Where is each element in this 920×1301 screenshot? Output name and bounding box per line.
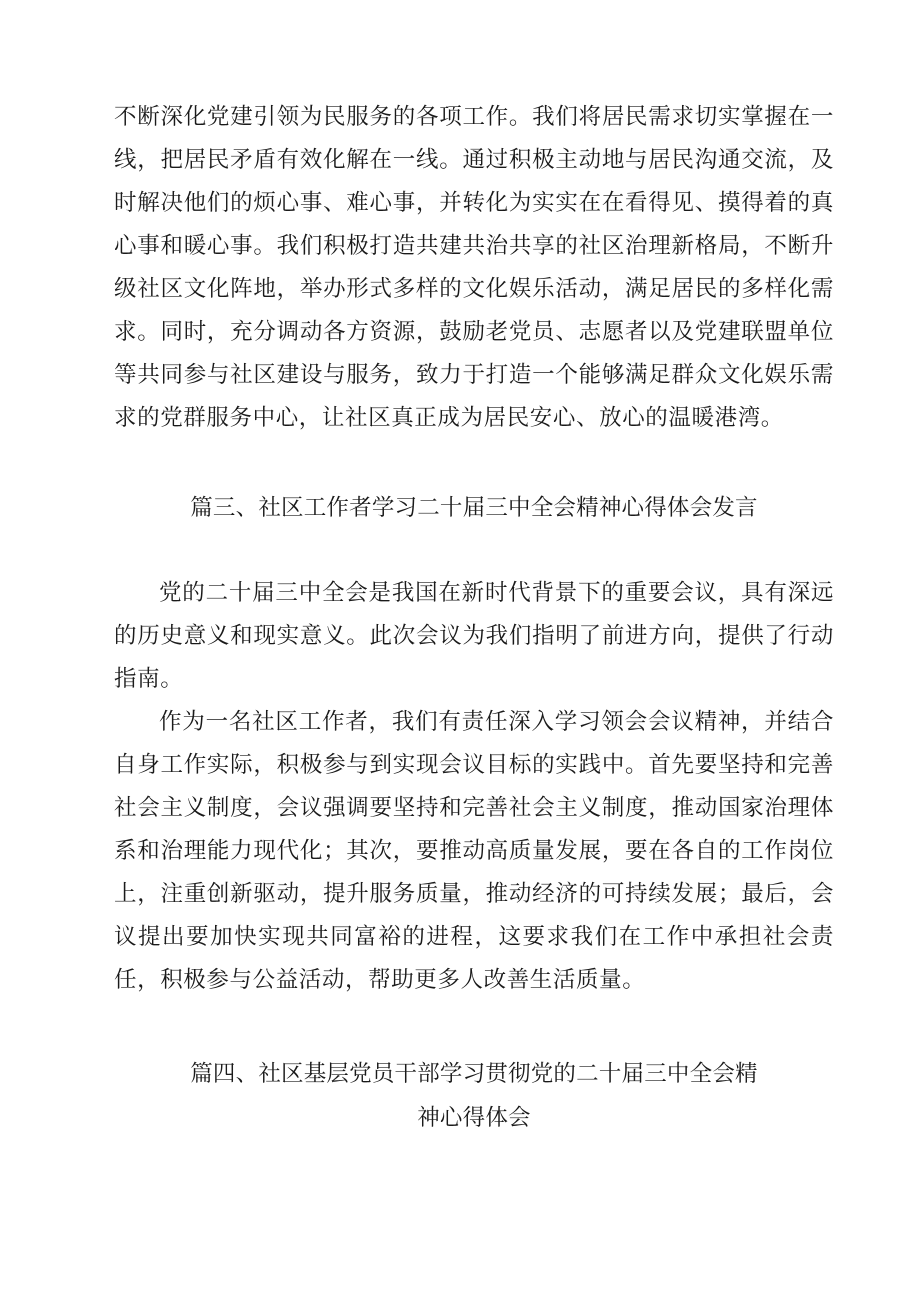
continuation-paragraph: 不断深化党建引领为民服务的各项工作。我们将居民需求切实掌握在一线，把居民矛盾有效化解在一线。通过积极主动地与居民沟通交流，及时解决他们的烦心事、难心事，并转化为实实在在看得见、摸得着的真心事和暖心事。我们积极打造共建共治共享的社区治理新格局，不断升级社区文化阵地，举办形式多样的文化娱乐活动，满足居民的多样化需求。同时，充分调动各方资源，鼓励老党员、志愿者以及党建联盟单位等共同参与社区建设与服务，致力于打造一个能够满足群众文化娱乐需求的党群服务中心，让社区真正成为居民安心、放心的温暖港湾。 — [114, 104, 834, 431]
section3-paragraph-2: 作为一名社区工作者，我们有责任深入学习领会会议精神，并结合自身工作实际，积极参与到实现会议目标的实践中。首先要坚持和完善社会主义制度，会议强调要坚持和完善社会主义制度，推动国家治理体系和治理能力现代化；其次，要推动高质量发展，要在各自的工作岗位上，注重创新驱动，提升服务质量，推动经济的可持续发展；最后，会议提出要加快实现共同富裕的进程，这要求我们在工作中承担社会责任，积极参与公益活动，帮助更多人改善生活质量。 — [114, 709, 834, 993]
section4-heading — [114, 1054, 834, 1138]
section4-heading-line-2: 神心得体会 — [417, 1105, 531, 1131]
section3-paragraph-1: 党的二十届三中全会是我国在新时代背景下的重要会议，具有深远的历史意义和现实意义。此次会议为我们指明了前进方向，提供了行动指南。 — [114, 580, 834, 692]
section4-heading-line-1: 篇四、社区基层党员干部学习贯彻党的二十届三中全会精 — [190, 1061, 758, 1087]
section3-heading: 篇三、社区工作者学习二十届三中全会精神心得体会发言 — [190, 495, 758, 521]
